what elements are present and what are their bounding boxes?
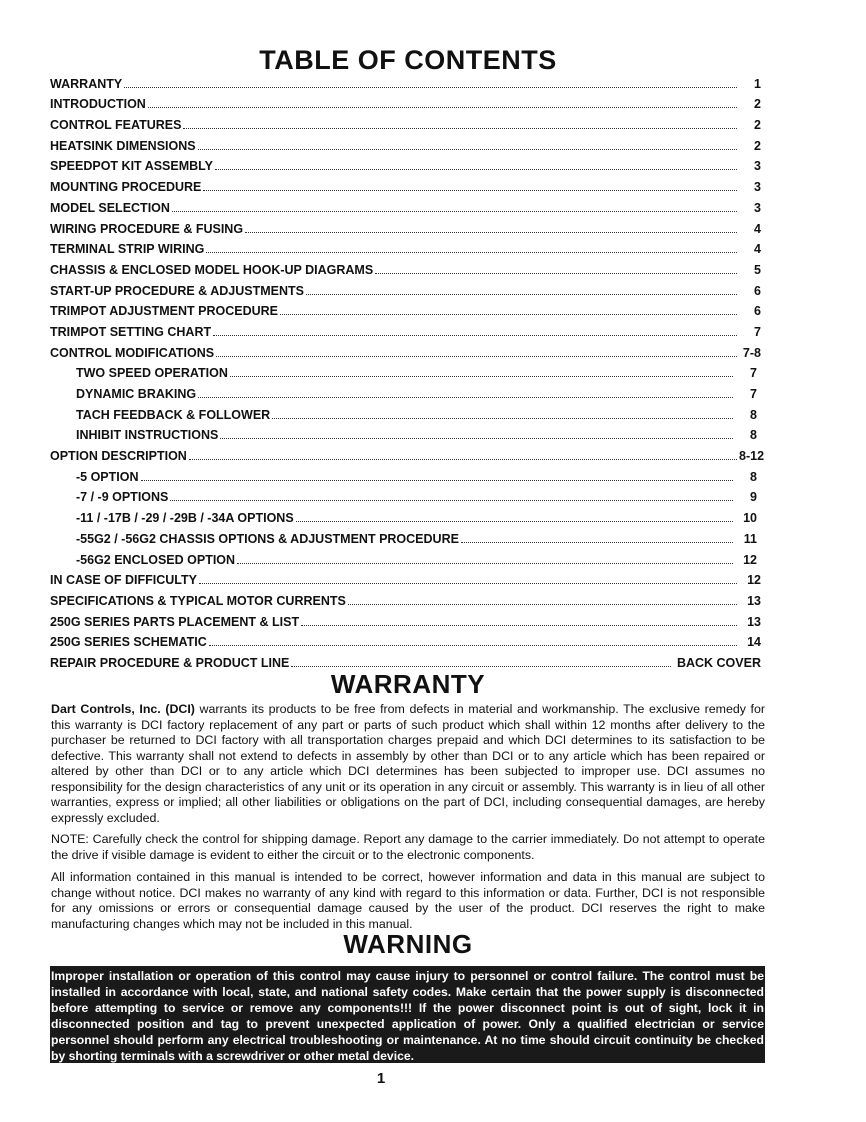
toc-entry xyxy=(50,401,761,422)
warranty-paragraph xyxy=(51,702,765,826)
warranty-title: WARRANTY xyxy=(330,669,486,699)
toc-entry xyxy=(50,153,761,174)
toc-entry-page: 1 xyxy=(754,76,761,91)
toc-entry-label: TRIMPOT ADJUSTMENT PROCEDURE xyxy=(50,304,279,319)
toc-entry-label: INTRODUCTION xyxy=(50,97,146,112)
toc-entry-page: 13 xyxy=(747,614,761,629)
toc-dot-leader xyxy=(220,438,733,439)
toc-title: TABLE OF CONTENTS xyxy=(259,45,557,75)
toc-entry-label: WARRANTY xyxy=(50,76,123,91)
info-paragraph: All information contained in this manual is intended to be correct, however information and data in this manual are subject to change without notice. DCI makes no warranty of any kind with regard to this information or data. Further, DCI is not responsible for any omissions or errors or consequential damage caused by the user of the product. DCI reserves the right to make manufacturing changes which may not be included in this manual. xyxy=(51,870,765,931)
toc-entry-label: -55G2 / -56G2 CHASSIS OPTIONS & ADJUSTMENT PROCEDURE xyxy=(76,531,459,546)
toc-dot-leader xyxy=(245,232,737,233)
toc-entry xyxy=(50,422,761,443)
toc-entry-page: 6 xyxy=(754,283,761,298)
toc-entry-label: TRIMPOT SETTING CHART xyxy=(50,324,212,339)
toc-entry-page: 2 xyxy=(754,138,761,153)
toc-entry-label: 250G SERIES PARTS PLACEMENT & LIST xyxy=(50,614,300,629)
toc-entry xyxy=(50,567,761,588)
toc-entry-label: WIRING PROCEDURE & FUSING xyxy=(50,221,244,236)
company-name: Dart Controls, Inc. (DCI) xyxy=(51,702,195,716)
toc-dot-leader xyxy=(172,211,737,212)
toc-entry xyxy=(50,277,761,298)
toc-entry xyxy=(50,298,761,319)
table-of-contents xyxy=(50,70,765,670)
page-number: 1 xyxy=(376,1070,386,1087)
toc-entry-page: 2 xyxy=(754,97,761,112)
toc-dot-leader xyxy=(198,149,737,150)
toc-entry-label: MODEL SELECTION xyxy=(50,200,170,215)
toc-entry-label: START-UP PROCEDURE & ADJUSTMENTS xyxy=(50,283,304,298)
toc-dot-leader xyxy=(237,563,733,564)
warranty-body: warrants its products to be free from defects in material and workmanship. The exclusive remedy for this warranty is DCI factory replacement of any part or parts of such product which shall within 12 months after delivery to the purchaser be returned to DCI factory with all transportation charges prepaid and which DCI determines to its satisfaction to be defective. This warranty shall not extend to defects in assembly by other than DCI or to any article which has been repaired or altered by other than DCI or to any article which DCI determines has been subjected to improper use. DCI assumes no responsibility for the design characteristics of any unit or its operation in any circuit or assembly. This warranty is in lieu of all other warranties, express or implied; all other liabilities or obligations on the part of DCI, including consequential damages, are hereby expressly excluded. xyxy=(51,702,765,825)
toc-entry xyxy=(50,629,761,650)
toc-entry xyxy=(50,194,761,215)
toc-dot-leader xyxy=(198,397,733,398)
toc-entry-label: IN CASE OF DIFFICULTY xyxy=(50,573,197,588)
toc-entry-page: 3 xyxy=(754,159,761,174)
toc-entry-label: CONTROL MODIFICATIONS xyxy=(50,345,215,360)
warning-title: WARNING xyxy=(343,929,473,959)
toc-dot-leader xyxy=(375,273,737,274)
toc-entry xyxy=(50,546,761,567)
toc-entry xyxy=(50,608,761,629)
toc-entry-page: 9 xyxy=(750,490,757,505)
toc-dot-leader xyxy=(148,107,737,108)
toc-entry-page: 4 xyxy=(754,242,761,257)
toc-entry-page: 14 xyxy=(747,635,761,650)
toc-entry xyxy=(50,442,765,464)
toc-entry-page: 8 xyxy=(750,428,757,443)
toc-dot-leader xyxy=(216,356,737,357)
toc-dot-leader xyxy=(170,500,733,501)
toc-entry-label: -11 / -17B / -29 / -29B / -34A OPTIONS xyxy=(76,511,294,526)
toc-entry xyxy=(50,380,761,401)
toc-entry xyxy=(50,173,761,194)
toc-entry-label: TACH FEEDBACK & FOLLOWER xyxy=(76,407,271,422)
toc-entry-label: OPTION DESCRIPTION xyxy=(50,449,187,464)
toc-entry-page: 8-12 xyxy=(739,449,765,464)
toc-entry-label: CONTROL FEATURES xyxy=(50,118,182,133)
toc-entry-page: 13 xyxy=(747,593,761,608)
toc-dot-leader xyxy=(206,252,737,253)
toc-dot-leader xyxy=(213,335,737,336)
toc-dot-leader xyxy=(348,604,737,605)
toc-entry xyxy=(50,649,761,670)
toc-entry xyxy=(50,318,761,339)
note-paragraph: NOTE: Carefully check the control for shipping damage. Report any damage to the carrier immediately. Do not attempt to operate the drive if visible damage is evident to either the circuit or to the electronic components. xyxy=(51,832,765,862)
toc-entry-page: 5 xyxy=(754,262,761,277)
toc-entry xyxy=(50,70,761,91)
toc-dot-leader xyxy=(296,521,733,522)
toc-entry-page: 6 xyxy=(754,304,761,319)
toc-entry-label: DYNAMIC BRAKING xyxy=(76,387,197,401)
toc-entry-label: TERMINAL STRIP WIRING xyxy=(50,242,205,257)
toc-entry xyxy=(50,484,761,505)
toc-entry-page: 7 xyxy=(750,387,757,401)
toc-entry-label: INHIBIT INSTRUCTIONS xyxy=(76,428,219,443)
toc-dot-leader xyxy=(291,666,671,667)
toc-entry-page: 10 xyxy=(743,511,757,526)
toc-dot-leader xyxy=(215,169,737,170)
toc-dot-leader xyxy=(183,128,737,129)
toc-entry-label: MOUNTING PROCEDURE xyxy=(50,180,202,195)
toc-entry-label: TWO SPEED OPERATION xyxy=(76,366,228,381)
toc-dot-leader xyxy=(203,190,737,191)
toc-entry xyxy=(50,587,761,608)
toc-entry-label: -56G2 ENCLOSED OPTION xyxy=(76,552,236,567)
warning-box: Improper installation or operation of this control may cause injury to personnel or control failure. The control must be installed in accordance with local, state, and national safety codes. Make certain that the power supply is disconnected before attempting to service or remove any components!!! If the power disconnect point is out of sight, lock it in disconnected position and tag to prevent unexpected application of power. Only a qualified electrician or service personnel should perform any electrical troubleshooting or maintenance. At no time should circuit continuity be checked by shorting terminals with a screwdriver or other metal device. xyxy=(50,966,765,1063)
toc-entry-label: REPAIR PROCEDURE & PRODUCT LINE xyxy=(50,655,290,670)
toc-entry-page: 7-8 xyxy=(742,345,761,360)
toc-entry xyxy=(50,360,761,381)
toc-entry xyxy=(50,463,761,484)
toc-entry xyxy=(50,215,761,236)
toc-dot-leader xyxy=(141,480,733,481)
toc-dot-leader xyxy=(461,542,733,543)
toc-entry-page: 3 xyxy=(754,200,761,215)
toc-entry-page: 12 xyxy=(747,573,761,588)
toc-entry-label: HEATSINK DIMENSIONS xyxy=(50,138,196,153)
toc-entry-page: 7 xyxy=(754,324,761,339)
toc-dot-leader xyxy=(280,314,737,315)
toc-dot-leader xyxy=(189,459,737,460)
toc-dot-leader xyxy=(209,645,737,646)
toc-entry xyxy=(50,525,761,546)
toc-entry-label: -5 OPTION xyxy=(76,469,139,484)
toc-entry xyxy=(50,504,761,525)
toc-dot-leader xyxy=(230,376,733,377)
toc-dot-leader xyxy=(306,294,737,295)
toc-entry-page: 12 xyxy=(743,552,757,567)
toc-entry-page: BACK COVER xyxy=(676,655,761,670)
toc-entry xyxy=(50,132,761,153)
toc-dot-leader xyxy=(301,625,737,626)
toc-entry xyxy=(50,111,761,132)
toc-entry xyxy=(50,256,761,277)
toc-entry-label: 250G SERIES SCHEMATIC xyxy=(50,635,207,650)
toc-entry xyxy=(50,91,761,112)
toc-entry-label: SPECIFICATIONS & TYPICAL MOTOR CURRENTS xyxy=(50,593,346,608)
toc-entry-page: 8 xyxy=(750,469,757,484)
toc-entry xyxy=(50,236,761,257)
toc-entry xyxy=(50,339,761,360)
toc-entry-label: SPEEDPOT KIT ASSEMBLY xyxy=(50,159,213,174)
toc-dot-leader xyxy=(199,583,737,584)
toc-entry-label: CHASSIS & ENCLOSED MODEL HOOK-UP DIAGRAMS xyxy=(50,262,374,277)
toc-dot-leader xyxy=(124,87,737,88)
toc-dot-leader xyxy=(272,418,733,419)
toc-entry-page: 8 xyxy=(750,407,757,422)
toc-entry-page: 7 xyxy=(750,366,757,381)
toc-entry-page: 4 xyxy=(754,221,761,236)
toc-entry-page: 2 xyxy=(754,118,761,133)
toc-entry-label: -7 / -9 OPTIONS xyxy=(76,490,169,505)
toc-entry-page: 3 xyxy=(754,180,761,195)
toc-entry-page: 11 xyxy=(743,531,757,546)
